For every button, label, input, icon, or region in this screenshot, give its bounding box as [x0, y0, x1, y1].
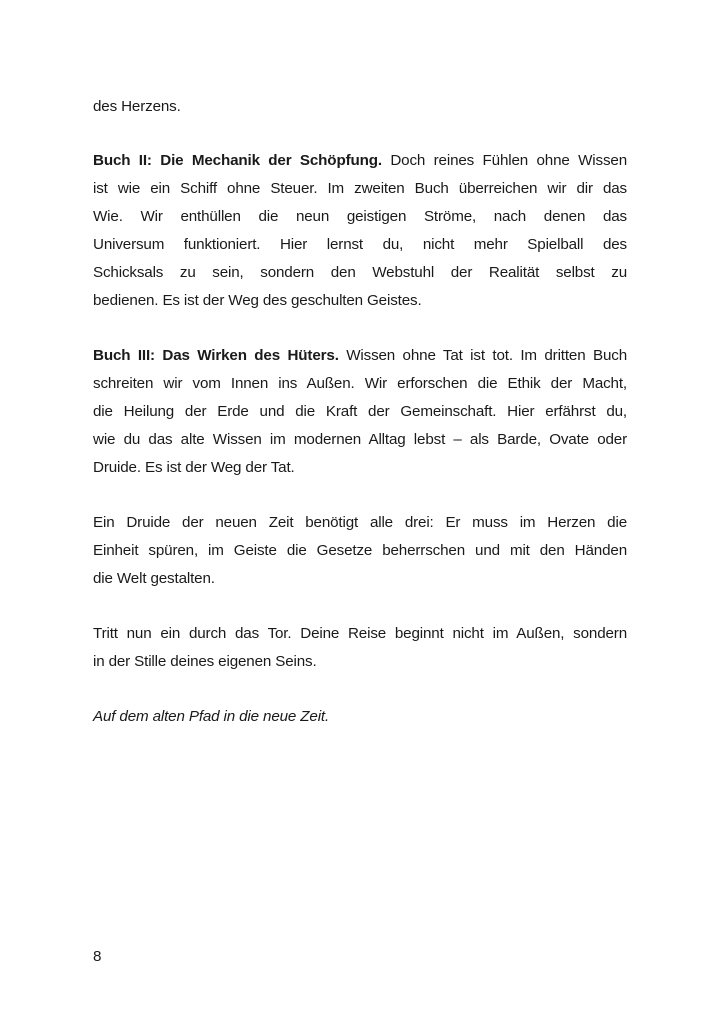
- text-line: Tritt nun ein durch das Tor. Deine Reise beginnt nicht im Außen, sondern: [93, 625, 627, 642]
- text-line: schreiten wir vom Innen ins Außen. Wir erforschen die Ethik der Macht,: [93, 375, 627, 392]
- section-heading-buch-iii: Buch III: Das Wirken des Hüters.: [93, 347, 339, 364]
- paragraph-buch-ii-first-line: [93, 150, 627, 172]
- text-line: in der Stille deines eigenen Seins.: [93, 653, 317, 670]
- text-line: Schicksals zu sein, sondern den Webstuhl der Realität selbst zu: [93, 264, 627, 281]
- text-line: Ein Druide der neuen Zeit benötigt alle drei: Er muss im Herzen die: [93, 514, 627, 531]
- paragraph-buch-iii-first-line: [93, 345, 627, 367]
- text-line: des Herzens.: [93, 98, 181, 115]
- text-line: ist wie ein Schiff ohne Steuer. Im zweiten Buch überreichen wir dir das: [93, 180, 627, 197]
- text-line: wie du das alte Wissen im modernen Alltag lebst – als Barde, Ovate oder: [93, 431, 627, 448]
- text-run: Doch reines Fühlen ohne Wissen: [381, 152, 627, 169]
- text-line: Wie. Wir enthüllen die neun geistigen Ströme, nach denen das: [93, 208, 627, 225]
- text-line: Druide. Es ist der Weg der Tat.: [93, 459, 295, 476]
- text-line: Einheit spüren, im Geiste die Gesetze beherrschen und mit den Händen: [93, 542, 627, 559]
- text-line: bedienen. Es ist der Weg des geschulten Geistes.: [93, 292, 422, 309]
- section-heading-buch-ii: Buch II: Die Mechanik der Schöpfung.: [93, 152, 382, 169]
- text-run: Wissen ohne Tat ist tot. Im dritten Buch: [338, 347, 627, 364]
- closing-motto: Auf dem alten Pfad in die neue Zeit.: [93, 708, 330, 725]
- text-line: die Welt gestalten.: [93, 570, 215, 587]
- text-line: die Heilung der Erde und die Kraft der Gemeinschaft. Hier erfährst du,: [93, 403, 627, 420]
- text-line: Universum funktioniert. Hier lernst du, nicht mehr Spielball des: [93, 236, 627, 253]
- page-number: 8: [93, 948, 102, 965]
